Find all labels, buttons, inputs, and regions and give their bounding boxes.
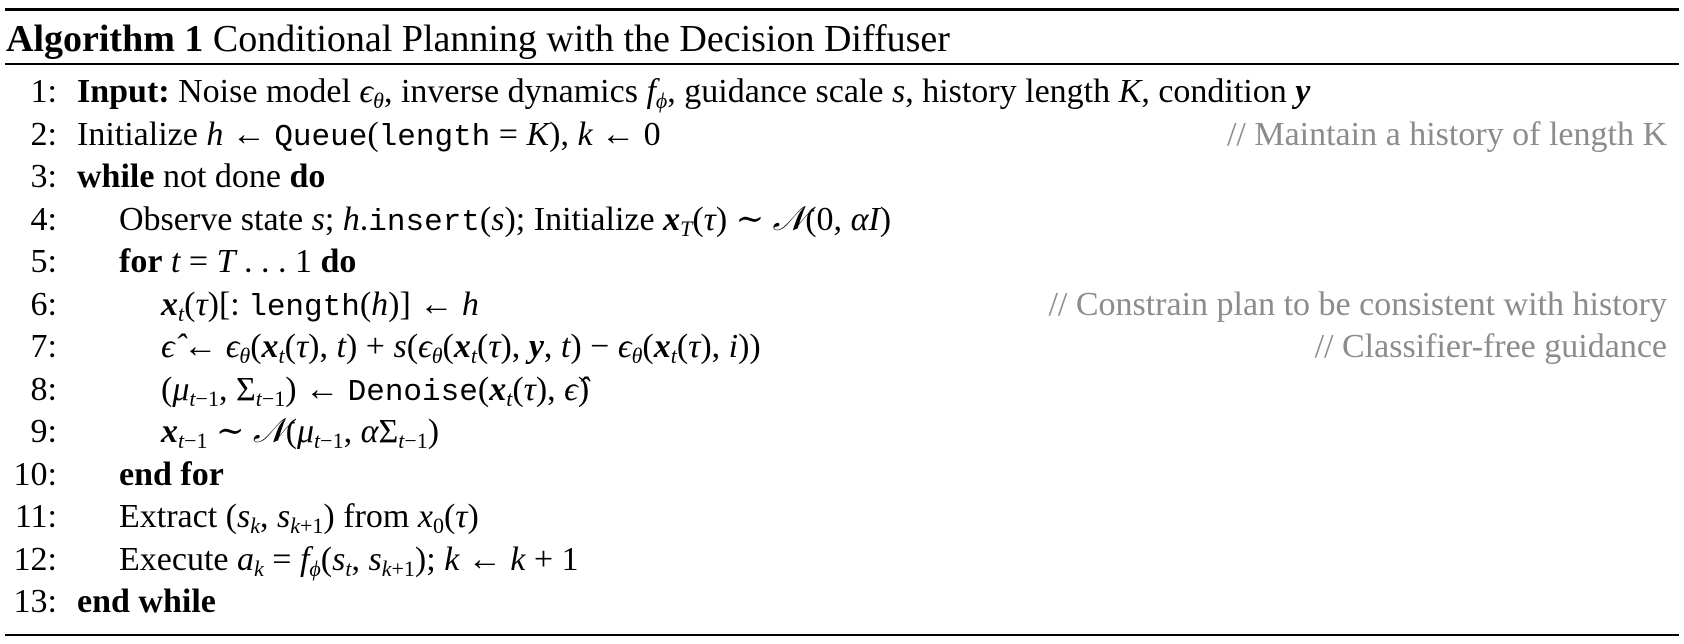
line-number: 12: xyxy=(13,540,57,578)
algorithm-line xyxy=(5,71,1679,114)
line-statement: ϵ̂ ← $\epsilon_\theta(x_t(\tau)$, $t) + s(\epsilon_\theta(x_t(\tau)$, y, $t) - \epsilon_\theta(x_t(\tau)$, i)) xyxy=(161,328,761,368)
line-statement: Execute $a_k = f_\phi(s_t$, $s_{k+1}$); k ← k + 1 xyxy=(119,540,579,581)
line-statement: end for xyxy=(119,455,224,493)
line-statement: while not done do xyxy=(77,158,326,195)
line-statement: $x_t(\tau)$[: length(h)] ← h xyxy=(161,285,479,326)
algorithm-line xyxy=(5,411,1679,454)
line-number: 11: xyxy=(14,498,57,535)
line-number: 6: xyxy=(30,285,57,323)
line-statement: for t = T . . . 1 do xyxy=(119,243,357,280)
algorithm-lines xyxy=(5,65,1679,624)
algorithm-line xyxy=(5,156,1679,199)
line-statement: ($\mu_{t-1}$, $\Sigma_{t-1}$) ← $Denoise(x_t(\tau)$, ϵ̂) xyxy=(161,370,590,411)
line-number: 5: xyxy=(30,243,57,280)
algorithm-line xyxy=(5,369,1679,412)
line-number: 7: xyxy=(30,328,57,365)
line-statement: end while xyxy=(77,583,216,620)
line-number: 3: xyxy=(30,158,57,195)
algorithm-title-row xyxy=(5,11,1679,61)
algorithm-line xyxy=(5,114,1679,157)
algorithm-line xyxy=(5,241,1679,284)
algorithm-line xyxy=(5,581,1679,624)
line-comment: // Maintain a history of length K xyxy=(1226,115,1667,153)
algorithm-line xyxy=(5,496,1679,539)
line-statement: Observe state s; h.insert(s); Initialize $x_T(\tau)$ ∼ 𝒩(0, αI) xyxy=(119,200,892,241)
line-statement: $x_{t-1}$ ∼ $𝒩(\mu_{t-1}$, $\alpha\Sigma_{t-1}$) xyxy=(161,413,440,453)
line-statement: Extract ($s_k$, $s_{k+1}$) from $x_0(\tau)$ xyxy=(119,498,479,538)
line-number: 4: xyxy=(30,200,57,238)
line-number: 10: xyxy=(13,455,57,493)
algorithm-label: Algorithm 1 xyxy=(6,18,204,60)
line-statement: Initialize h ← Queue(length = K), k ← 0 xyxy=(77,115,661,155)
line-number: 8: xyxy=(30,370,57,408)
algorithm-line xyxy=(5,539,1679,582)
line-number: 9: xyxy=(30,413,57,450)
algorithm-line xyxy=(5,199,1679,242)
algorithm-line xyxy=(5,326,1679,369)
line-number: 1: xyxy=(30,73,57,110)
algorithm-line xyxy=(5,284,1679,327)
algorithm-title: Conditional Planning with the Decision Diffuser xyxy=(212,18,950,60)
line-number: 13: xyxy=(13,583,57,620)
algorithm-block xyxy=(5,8,1679,636)
line-comment: // Constrain plan to be consistent with history xyxy=(1048,285,1667,323)
line-statement: Input: Noise model $\epsilon_\theta$, inverse dynamics $f_\phi$, guidance scale s, history length K, condition y xyxy=(77,73,1311,113)
algorithm-line xyxy=(5,454,1679,497)
line-number: 2: xyxy=(30,115,57,153)
bottom-rule xyxy=(5,634,1679,636)
line-comment: // Classifier-free guidance xyxy=(1314,328,1667,365)
